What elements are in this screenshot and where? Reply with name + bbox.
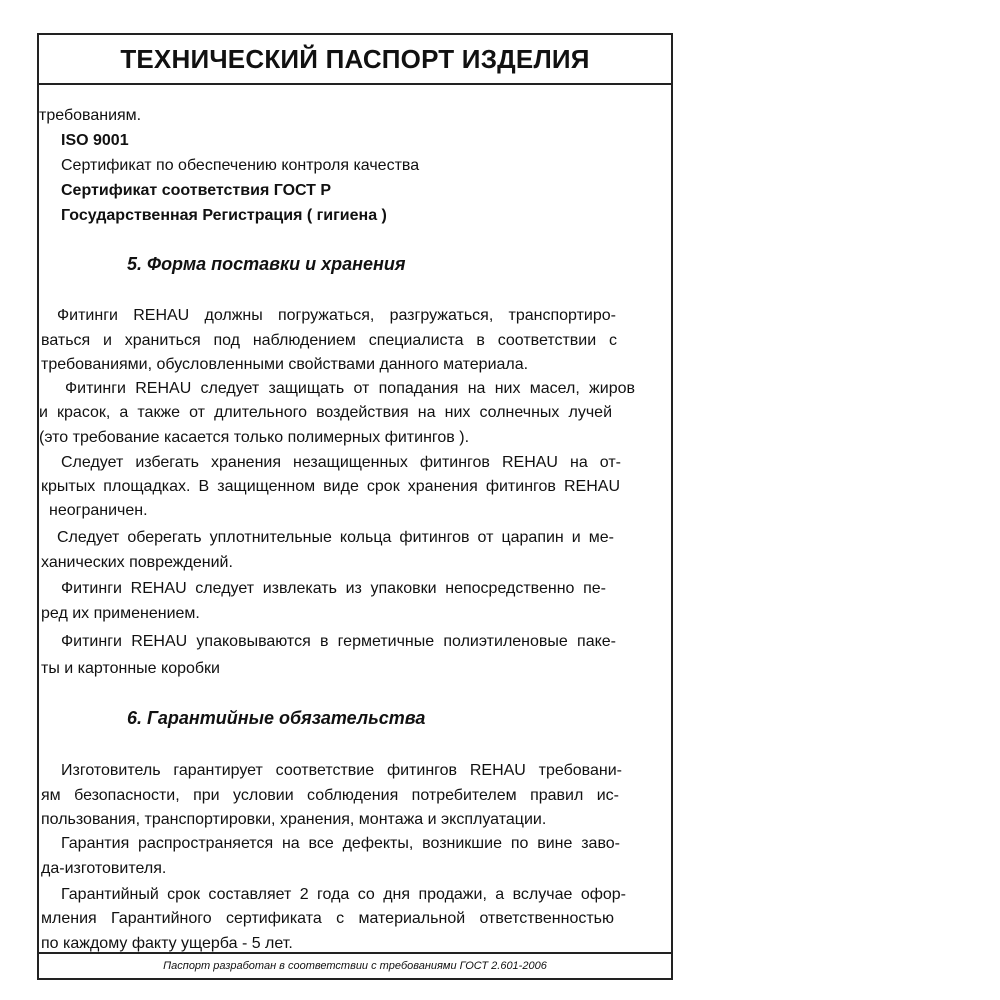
section6-line: Гарантия распространяется на все дефекты, возникшие по вине заво- — [61, 835, 620, 852]
section6-line: да-изготовителя. — [41, 860, 167, 877]
section5-line: ред их применением. — [41, 605, 200, 622]
section6-line: Изготовитель гарантирует соответствие фитингов REHAU требовани- — [61, 762, 622, 779]
section5-heading: 5. Форма поставки и хранения — [127, 254, 406, 274]
section5-line: крытых площадках. В защищенном виде срок хранения фитингов REHAU — [41, 478, 620, 495]
section6-line: по каждому факту ущерба - 5 лет. — [41, 935, 293, 952]
gost-certificate: Сертификат соответствия ГОСТ Р — [61, 182, 332, 199]
section5-line: (это требование касается только полимерных фитингов ). — [39, 429, 470, 446]
section6-line: пользования, транспортировки, хранения, монтажа и эксплуатации. — [41, 811, 547, 828]
section5-line: Фитинги REHAU упаковываются в герметичные полиэтиленовые паке- — [61, 633, 616, 650]
intro-continuation: требованиям. — [39, 107, 142, 124]
section5-line: Следует оберегать уплотнительные кольца фитингов от царапин и ме- — [57, 529, 614, 546]
iso-standard: ISO 9001 — [61, 132, 129, 149]
section5-line: требованиями, обусловленными свойствами данного материала. — [41, 356, 529, 373]
section5-line: Фитинги REHAU должны погружаться, разгружаться, транспортиро- — [57, 307, 616, 324]
section5-line: ты и картонные коробки — [41, 660, 220, 677]
section5-line: и красок, а также от длительного воздействия на них солнечных лучей — [39, 404, 612, 421]
footer-text: Паспорт разработан в соответствии с требованиями ГОСТ 2.601-2006 — [163, 960, 547, 972]
section6-heading: 6. Гарантийные обязательства — [127, 708, 426, 728]
section5-line: Фитинги REHAU следует извлекать из упаковки непосредственно пе- — [61, 580, 606, 597]
footer-bar — [39, 952, 671, 978]
section5-line: ваться и храниться под наблюдением специалиста в соответствии с — [41, 332, 617, 349]
quality-certificate: Сертификат по обеспечению контроля качества — [61, 157, 420, 174]
section5-line: ханических повреждений. — [41, 554, 233, 571]
document-title: ТЕХНИЧЕСКИЙ ПАСПОРТ ИЗДЕЛИЯ — [120, 43, 590, 74]
section6-line: мления Гарантийного сертификата с материальной ответственностью — [41, 910, 614, 927]
section5-line: неограничен. — [49, 502, 148, 519]
state-registration: Государственная Регистрация ( гигиена ) — [61, 207, 387, 224]
section6-line: ям безопасности, при условии соблюдения потребителем правил ис- — [41, 787, 619, 804]
section6-line: Гарантийный срок составляет 2 года со дня продажи, а вслучае офор- — [61, 886, 626, 903]
section5-line: Следует избегать хранения незащищенных фитингов REHAU на от- — [61, 454, 621, 471]
title-bar — [39, 35, 671, 85]
section5-line: Фитинги REHAU следует защищать от попадания на них масел, жиров — [65, 380, 635, 397]
